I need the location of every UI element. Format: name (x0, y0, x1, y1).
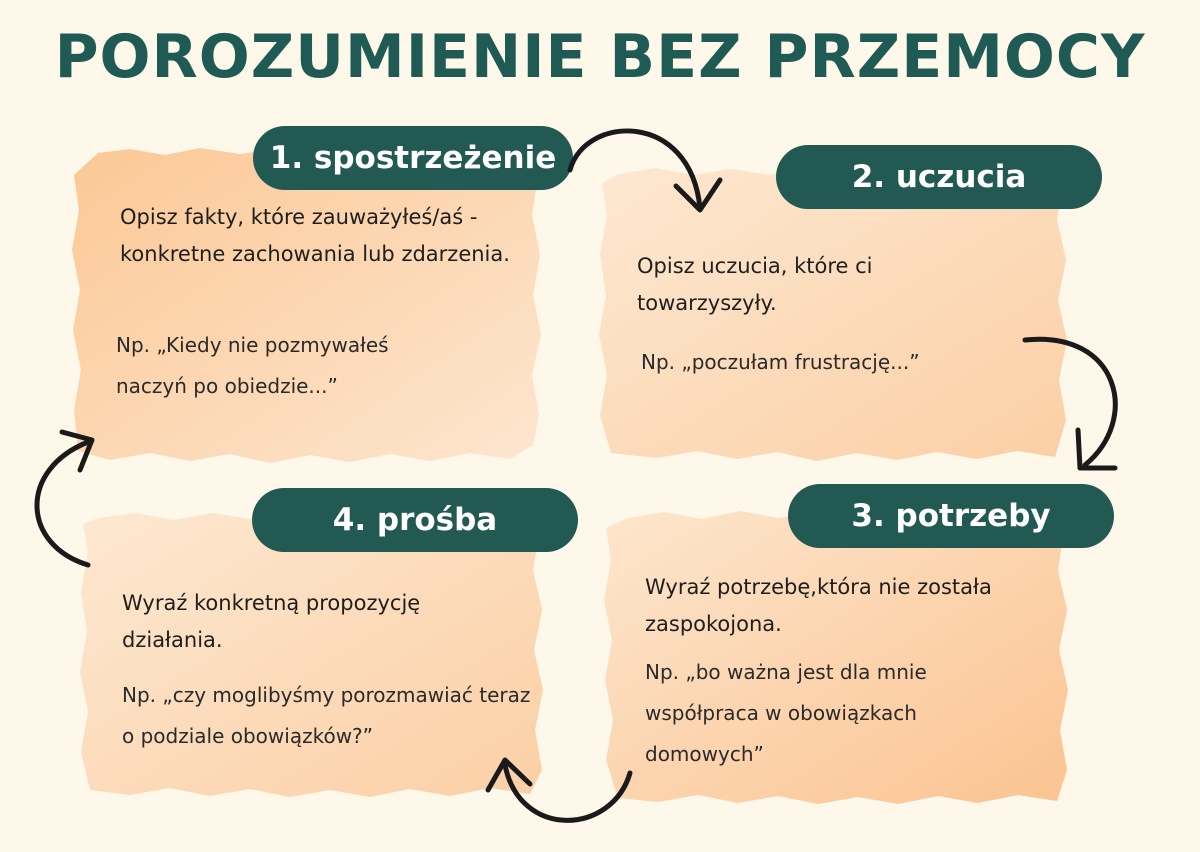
step-example: Np. „poczułam frustrację...” (641, 350, 920, 374)
step-label-observation: 1. spostrzeżenie (253, 126, 573, 190)
step-description: Wyraź konkretną propozycję działania. (122, 591, 421, 652)
step-label-request: 4. prośba (252, 488, 578, 552)
step-description: Opisz fakty, które zauważyłeś/aś - konkretne zachowania lub zdarzenia. (120, 205, 510, 266)
step-example: Np. „czy moglibyśmy porozmawiać teraz o podziale obowiązków?” (122, 683, 531, 748)
step-card-feelings (597, 165, 1070, 465)
step-description: Opisz uczucia, które ci towarzyszyły. (637, 254, 873, 315)
page-title: POROZUMIENIE BEZ PRZEMOCY (54, 22, 1146, 92)
torn-paper-background (70, 145, 545, 465)
step-example: Np. „bo ważna jest dla mnie współpraca w obowiązkach domowych” (645, 660, 927, 766)
step-example: Np. „Kiedy nie pozmywałeś naczyń po obiedzie...” (116, 333, 389, 398)
step-card-request (78, 510, 546, 800)
step-card-needs (602, 508, 1070, 808)
step-card-observation (70, 145, 545, 465)
step-label-needs: 3. potrzeby (788, 484, 1114, 548)
step-description: Wyraź potrzebę,która nie została zaspokojona. (645, 575, 992, 636)
step-label-feelings: 2. uczucia (776, 145, 1102, 209)
